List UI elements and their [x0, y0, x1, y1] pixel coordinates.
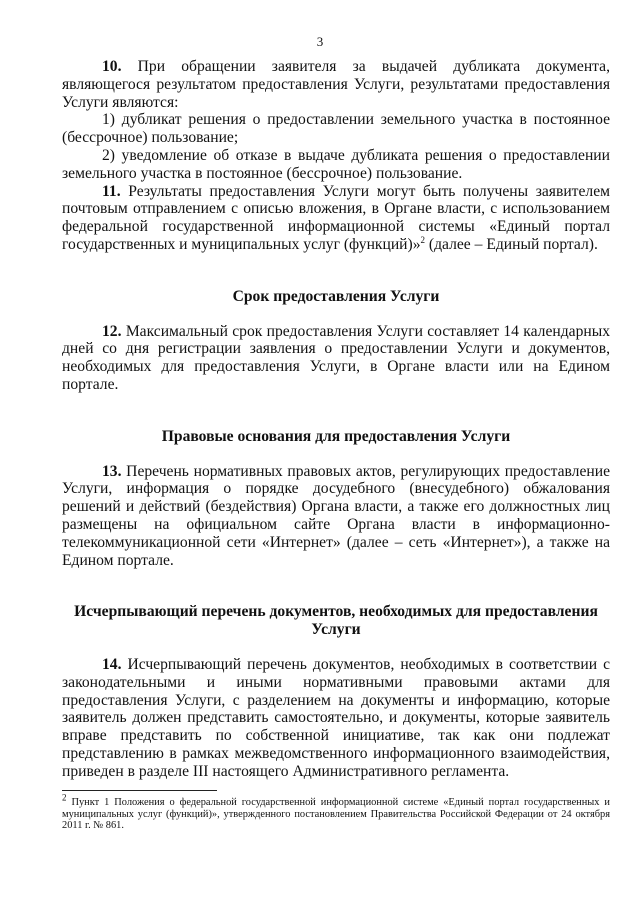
paragraph-text: При обращении заявителя за выдачей дубликата документа, являющегося результатом предоставления Услуги, результатами предоставления Услуги являются: [62, 58, 610, 111]
paragraph-text: Исчерпывающий перечень документов, необходимых в соответствии с законодательными и иными нормативными правовыми актами для предоставления Услуги, с разделением на документы и информацию, которые заявитель должен представить самостоятельно, и документы, которые заявитель вправе представить по собственной инициативе, так как они подлежат представлению в рамках межведомственного информационного взаимодействия, приведен в разделе III настоящего Административного регламента. [62, 655, 610, 780]
paragraph-number: 11. [102, 182, 121, 200]
footnote-text: Пункт 1 Положения о федеральной государственной информационной системе «Единый портал государственных и муниципальных услуг (функций)», утвержденного постановлением Правительства Российской Федерации от 24 октября 2011 г. № 861. [62, 797, 610, 832]
paragraph-12 [62, 323, 610, 394]
section-heading-legal-basis: Правовые основания для предоставления Услуги [161, 427, 511, 445]
paragraph-number: 12. [102, 322, 122, 340]
footnote-reference: 2 [420, 234, 426, 245]
paragraph-number: 13. [102, 462, 122, 480]
footnote-divider [62, 790, 217, 791]
paragraph-11 [62, 183, 610, 254]
paragraph-text-tail: (далее – Единый портал). [425, 235, 598, 253]
paragraph-14 [62, 656, 610, 781]
paragraph-number: 14. [102, 655, 122, 673]
footnotes [62, 790, 610, 832]
footnote-2 [62, 792, 610, 832]
section-heading-term: Срок предоставления Услуги [232, 287, 440, 305]
page-number: 3 [316, 34, 324, 49]
paragraph-text: Результаты предоставления Услуги могут быть получены заявителем почтовым отправлением с описью вложения, в Органе власти, с использованием федеральной государственной информационной системы «Единый портал государственных и муниципальных услуг (функций)» [62, 182, 610, 253]
paragraph-text: Максимальный срок предоставления Услуги составляет 14 календарных дней со дня регистрации заявления о предоставлении Услуги и документов, необходимых для предоставления Услуги, в Органе власти или на Едином портале. [62, 322, 610, 393]
list-item-1: 1) дубликат решения о предоставлении земельного участка в постоянное (бессрочное) пользование; [62, 111, 610, 147]
paragraph-text: Перечень нормативных правовых актов, регулирующих предоставление Услуги, информация о порядке досудебного (внесудебного) обжалования решений и действий (бездействия) Органа власти, а также его должностных лиц размещены на официальном сайте Органа власти в информационно-телекоммуникационной сети «Интернет» (далее – сеть «Интернет»), а также на Едином портале. [62, 462, 610, 569]
page-body [62, 58, 610, 781]
paragraph-13 [62, 463, 610, 570]
footnote-mark: 2 [62, 792, 67, 803]
paragraph-10 [62, 58, 610, 111]
list-item-2: 2) уведомление об отказе в выдаче дубликата решения о предоставлении земельного участка в постоянное (бессрочное) пользование. [62, 146, 610, 182]
paragraph-number: 10. [102, 58, 122, 75]
section-heading-documents: Исчерпывающий перечень документов, необходимых для предоставления Услуги [74, 603, 598, 639]
